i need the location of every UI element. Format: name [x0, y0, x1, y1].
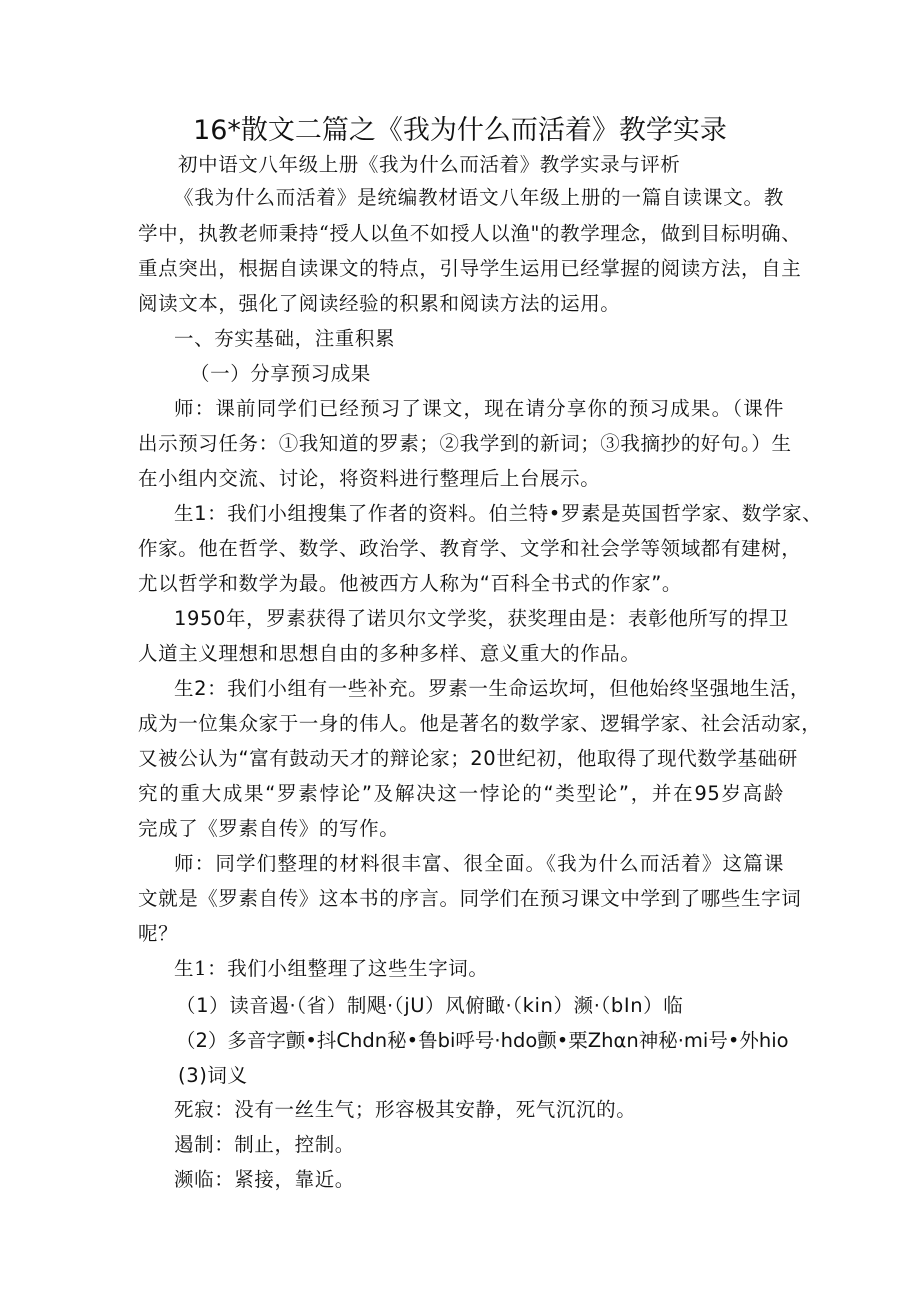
document-title: 16*散文二篇之《我为什么而活着》教学实录 — [193, 115, 727, 146]
intro-line-3: 重点突出，根据自读课文的特点，引导学生运用已经掌握的阅读方法，自主 — [138, 257, 802, 280]
student2-line-3: 又被公认为“富有鼓动天才的辩论家；20世纪初，他取得了现代数学基础研 — [138, 747, 798, 770]
vocab-polyphone: （2）多音字颤•抖Chdn秘•鲁bi呼号·hdo颤•栗Zhαn神秘·mi号•外hio — [176, 1029, 789, 1052]
subsection-heading-1: （一）分享预习成果 — [190, 362, 371, 385]
section-heading-1: 一、夯实基础，注重积累 — [174, 327, 396, 350]
teacher2-line-1: 师：同学们整理的材料很丰富、很全面。《我为什么而活着》这篇课 — [174, 852, 784, 875]
intro-line-2: 学中，执教老师秉持“授人以鱼不如授人以渔"的教学理念，做到目标明确、 — [138, 222, 802, 245]
nobel-line-2: 人道主义理想和思想自由的多种多样、意义重大的作品。 — [138, 642, 641, 665]
student1-line-1: 生1：我们小组搜集了作者的资料。伯兰特•罗素是英国哲学家、数学家、 — [174, 502, 823, 525]
student2-line-1: 生2：我们小组有一些补充。罗素一生命运坎坷，但他始终坚强地生活， — [174, 677, 811, 700]
teacher-line-3: 在小组内交流、讨论，将资料进行整理后上台展示。 — [138, 467, 601, 490]
definition-item: 遏制：制止，控制。 — [174, 1133, 355, 1156]
teacher2-line-3: 呢？ — [138, 922, 179, 945]
subtitle: 初中语文八年级上册《我为什么而活着》教学实录与评析 — [178, 153, 681, 176]
student2-line-2: 成为一位集众家于一身的伟人。他是著名的数学家、逻辑学家、社会活动家， — [138, 712, 822, 735]
teacher-line-2: 出示预习任务：①我知道的罗素；②我学到的新词；③我摘抄的好句。）生 — [138, 432, 792, 455]
student3-line: 生1：我们小组整理了这些生字词。 — [174, 957, 489, 980]
student2-line-5: 完成了《罗素自传》的写作。 — [138, 817, 400, 840]
teacher2-line-2: 文就是《罗素自传》这本书的序言。同学们在预习课文中学到了哪些生字词 — [138, 887, 802, 910]
definition-item: 死寂：没有一丝生气；形容极其安静，死气沉沉的。 — [174, 1098, 637, 1121]
vocab-meaning-heading: (3)词义 — [178, 1064, 248, 1087]
student1-line-3: 尤以哲学和数学为最。他被西方人称为“百科全书式的作家”。 — [138, 572, 683, 595]
student1-line-2: 作家。他在哲学、数学、政治学、教育学、文学和社会学等领域都有建树， — [138, 537, 802, 560]
nobel-line-1: 1950年，罗素获得了诺贝尔文学奖，获奖理由是：表彰他所写的捍卫 — [174, 607, 789, 630]
teacher-line-1: 师：课前同学们已经预习了课文，现在请分享你的预习成果。（课件 — [174, 397, 784, 420]
student2-line-4: 究的重大成果“罗素悖论”及解决这一悖论的“类型论”，并在95岁高龄 — [138, 782, 784, 805]
definition-item: 濒临：紧接，靠近。 — [174, 1168, 355, 1191]
intro-line-4: 阅读文本，强化了阅读经验的积累和阅读方法的运用。 — [138, 292, 621, 315]
vocab-reading: （1）读音遏·（省）制飓·（jU）风俯瞰·（kin）濒·（bIn）临 — [176, 994, 684, 1017]
intro-line-1: 《我为什么而活着》是统编教材语文八年级上册的一篇自读课文。教 — [174, 186, 784, 209]
